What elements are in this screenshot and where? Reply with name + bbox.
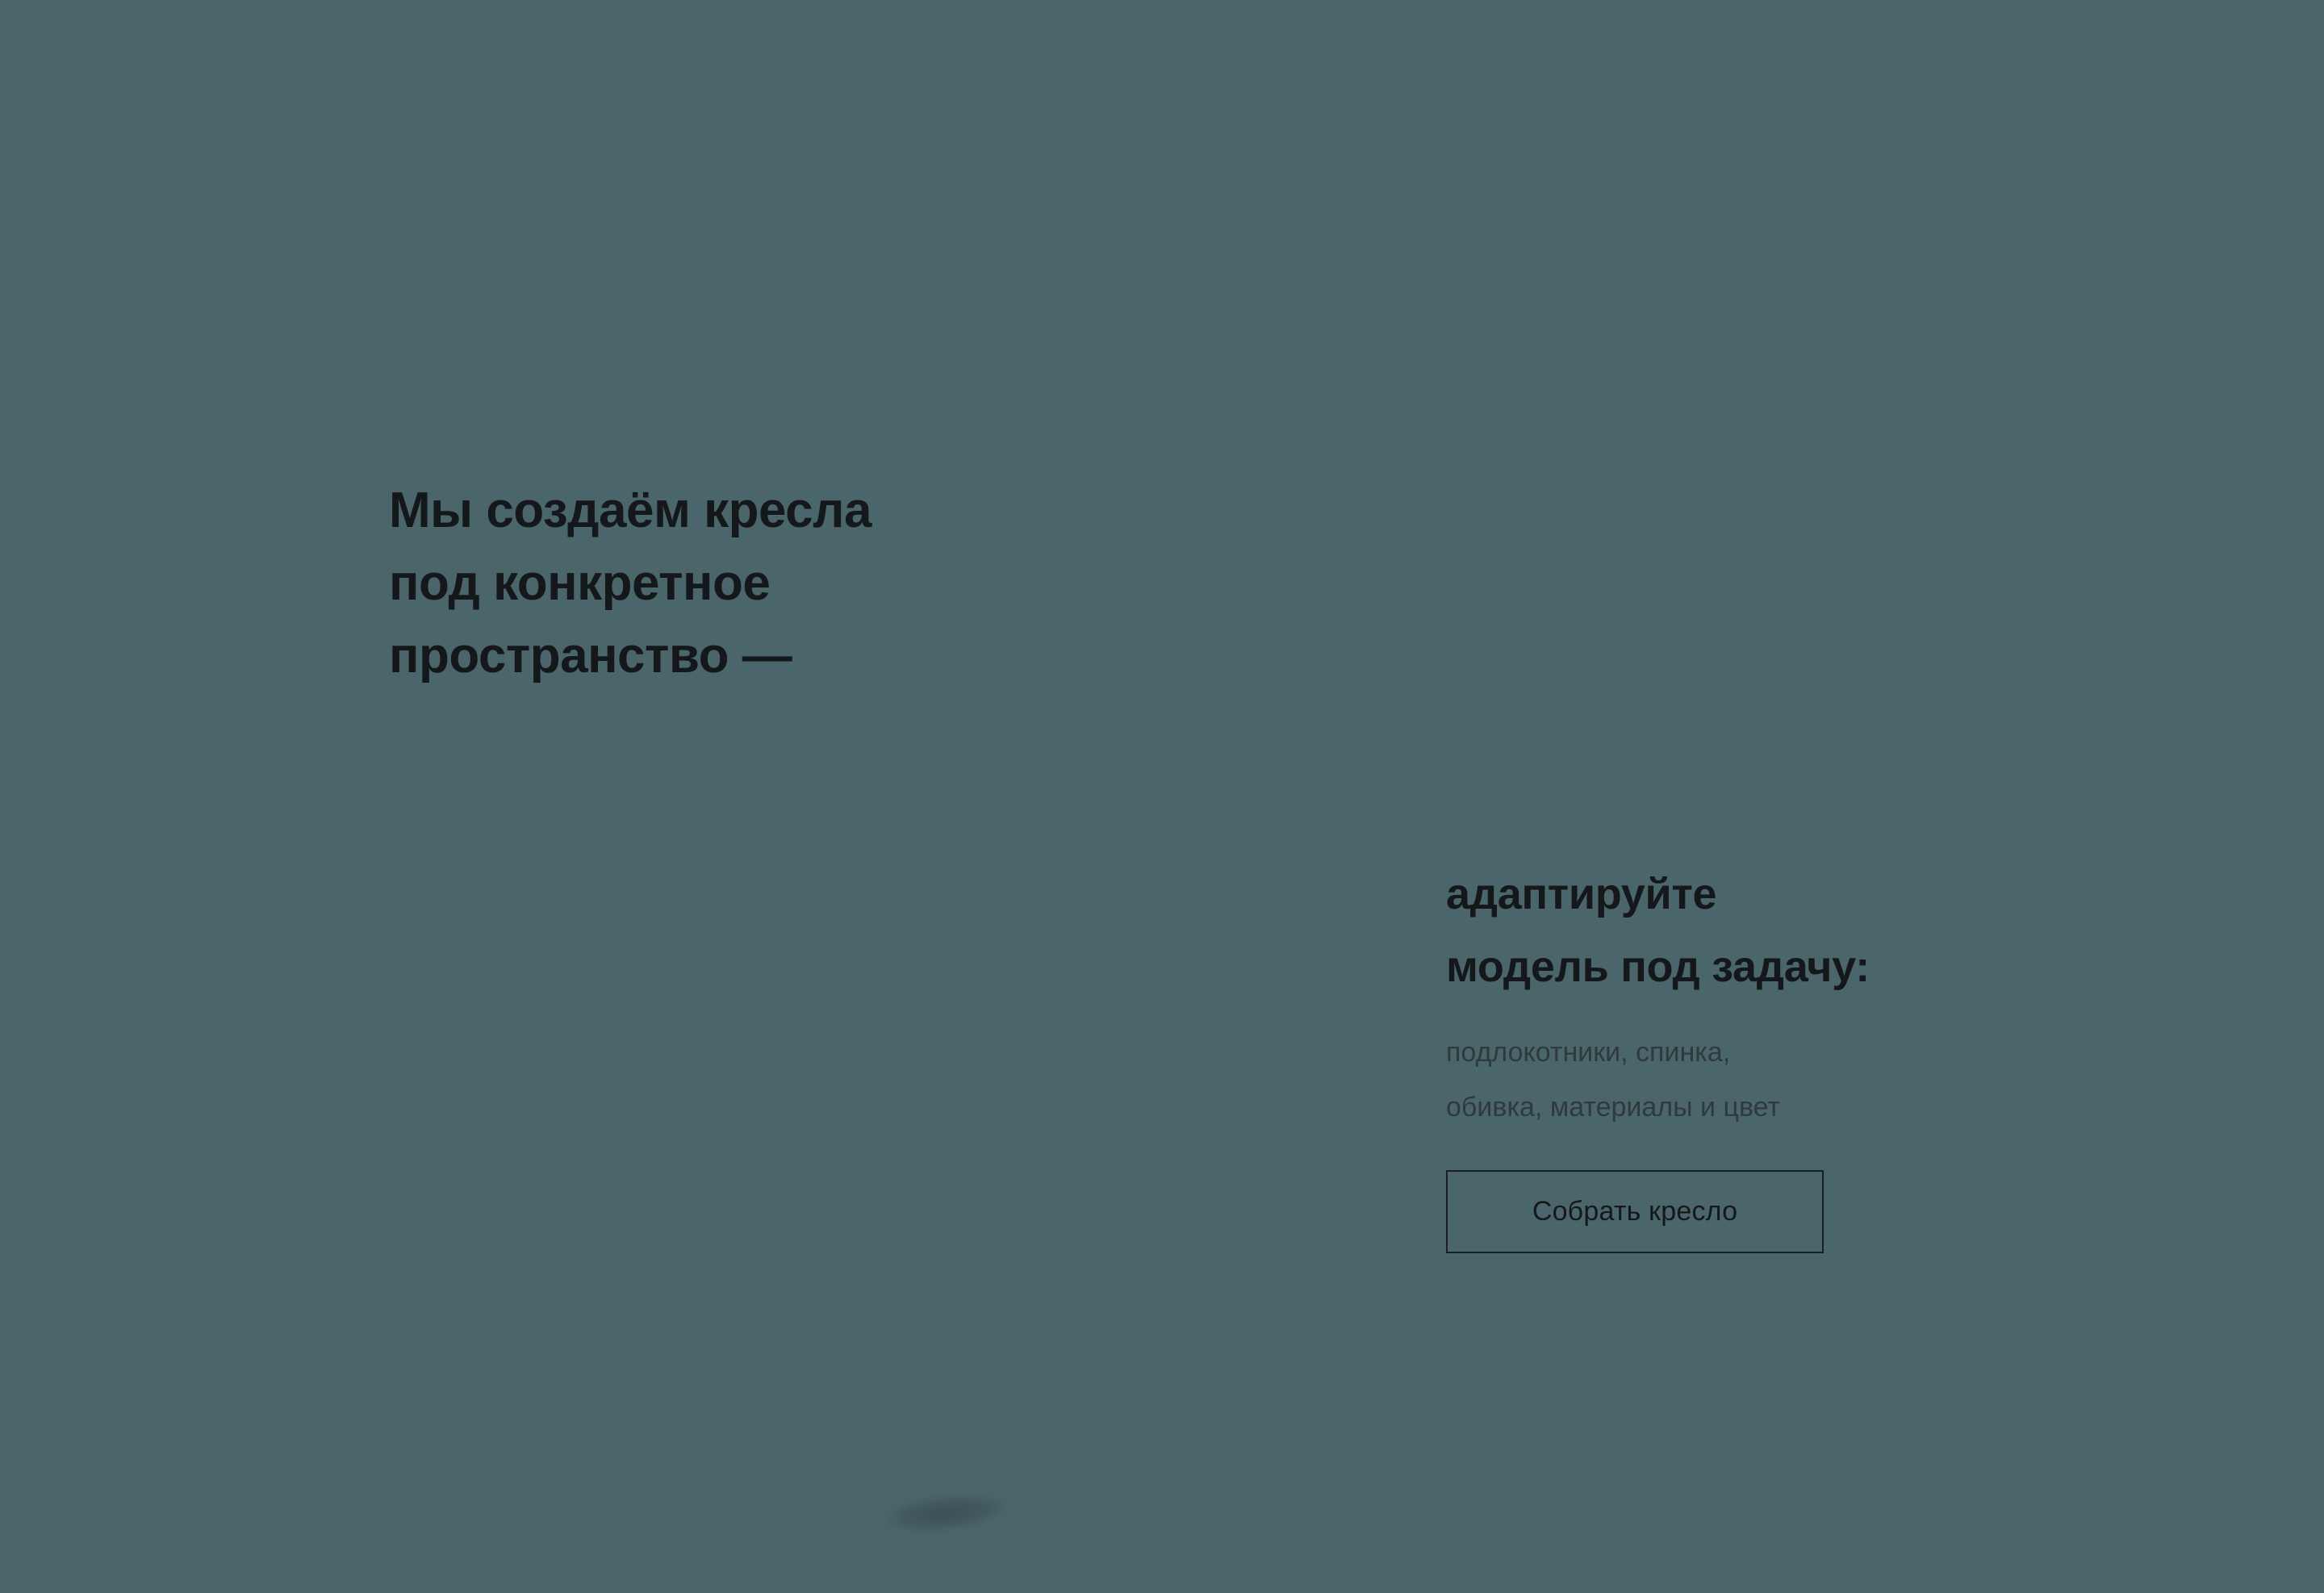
headline-left-line-2: под конкретное [389,555,771,611]
chair-shadow-smudge [878,1488,1014,1539]
headline-right-line-1: адаптируйте [1446,870,1717,918]
assemble-chair-button[interactable]: Собрать кресло [1446,1170,1824,1253]
headline-left [389,475,1115,692]
headline-left-line-1: Мы создаём кресла [389,483,872,538]
headline-left-line-3: пространство — [389,628,792,684]
hero-subtext [1446,1025,2059,1135]
headline-right-line-2: модель под задачу: [1446,943,1870,991]
hero-subtext-line-2: обивка, материалы и цвет [1446,1092,1780,1123]
headline-right [1446,858,2172,1003]
hero-subtext-line-1: подлокотники, спинка, [1446,1037,1731,1068]
